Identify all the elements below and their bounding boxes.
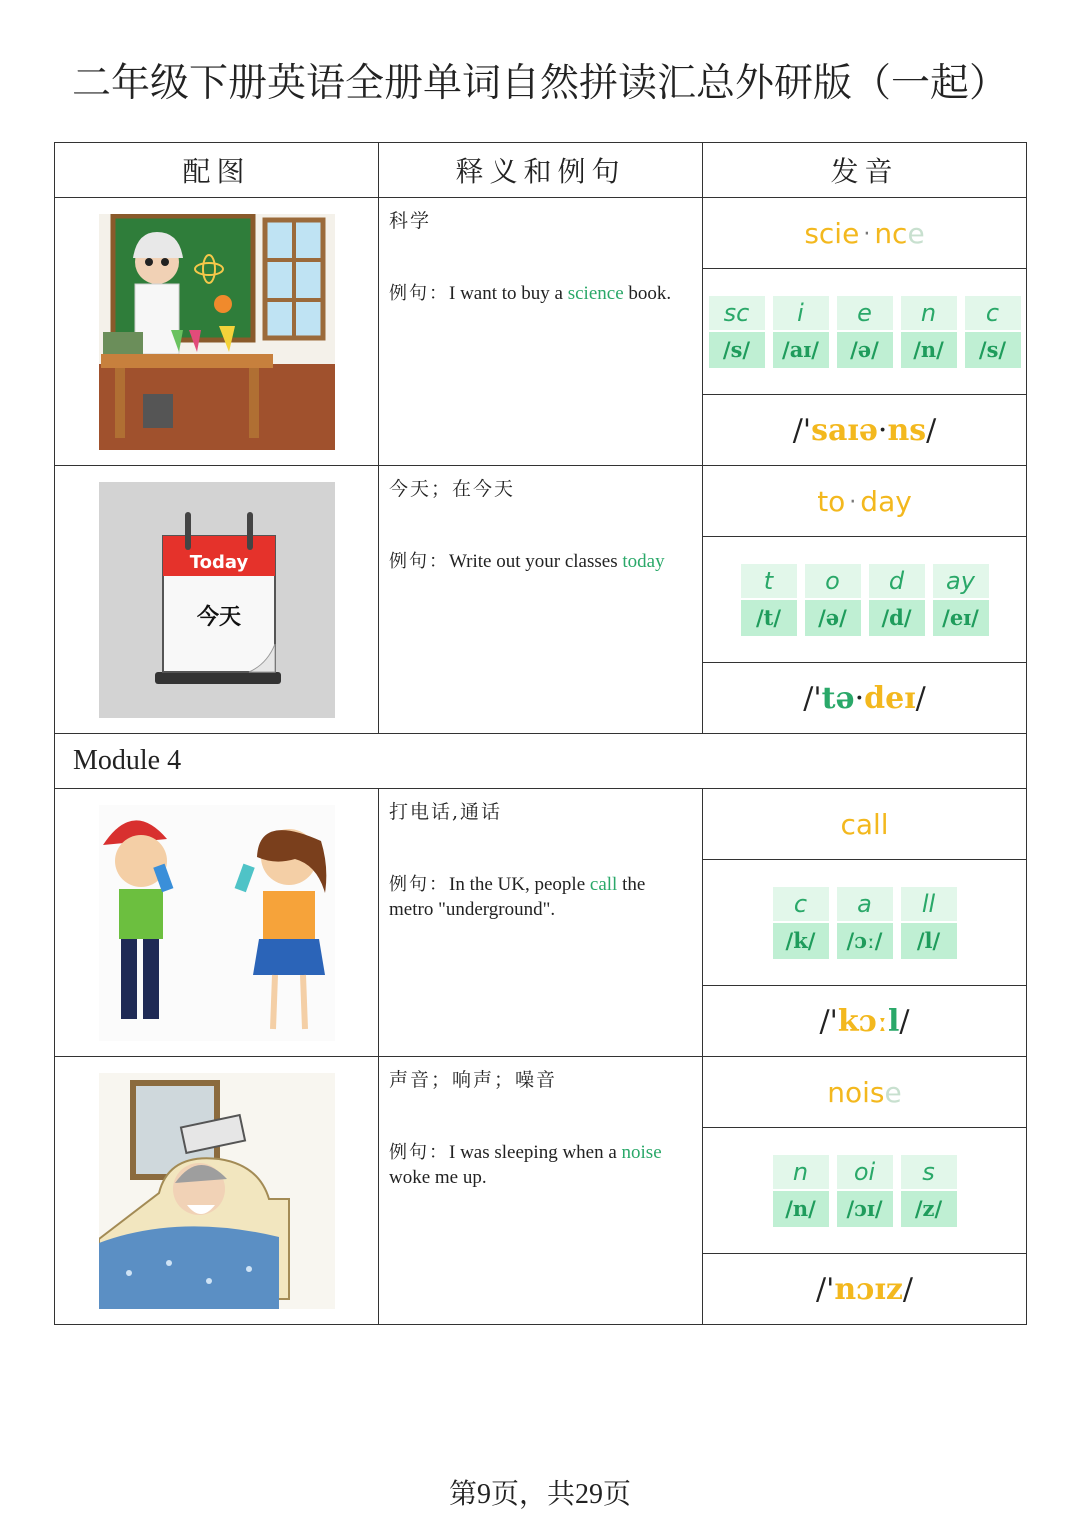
meaning-cell (379, 198, 703, 466)
phonics-tile (901, 1155, 957, 1227)
phoneme: /k/ (773, 923, 829, 959)
phonics-tile (965, 296, 1021, 368)
syllable-part: ll (873, 807, 889, 841)
header-picture: 配图 (55, 143, 379, 198)
example-before: In the UK, people (449, 874, 590, 895)
noise-illustration (99, 1073, 335, 1309)
syllable-silent: e (907, 216, 925, 250)
syllable-part: ca (840, 807, 873, 841)
grapheme: d (869, 564, 925, 598)
phonics-tiles (703, 887, 1026, 959)
page-title: 二年级下册英语全册单词自然拼读汇总外研版（一起） (71, 61, 1008, 106)
ipa-close: / (902, 1271, 913, 1307)
phoneme: /s/ (709, 332, 765, 368)
grapheme: n (901, 296, 957, 330)
syllable-silent: e (884, 1075, 902, 1109)
ipa-open: /' (816, 1271, 835, 1307)
phoneme: /eɪ/ (933, 600, 989, 636)
grapheme: sc (709, 296, 765, 330)
phonics-tiles (703, 296, 1026, 368)
ipa-part: deɪ (864, 680, 916, 716)
grapheme: c (965, 296, 1021, 330)
ipa-part: nɔɪz (834, 1271, 903, 1307)
meaning-text: 声音；响声；噪音 (389, 1069, 558, 1091)
phonics-tile (837, 887, 893, 959)
ipa-open: /' (792, 412, 812, 448)
example-before: I want to buy a (449, 283, 568, 304)
phonics-tile (869, 564, 925, 636)
phonics-tiles (703, 1155, 1026, 1227)
syllable-part: nc (874, 216, 908, 250)
scientist-illustration (99, 214, 335, 450)
example-before: Write out your classes (449, 551, 623, 572)
grapheme: n (773, 1155, 829, 1189)
ipa-part: saɪə (811, 412, 878, 448)
example-after: the metro "underground". (389, 874, 646, 920)
example-prefix: 例句： (389, 874, 449, 895)
grapheme: o (805, 564, 861, 598)
example-keyword: science (567, 283, 624, 304)
word-row-call (55, 789, 1027, 860)
phonics-tile (837, 1155, 893, 1227)
phonics-tile (773, 296, 829, 368)
phoneme: /ɔː/ (837, 923, 893, 959)
phonics-tile (805, 564, 861, 636)
phonics-tile (709, 296, 765, 368)
header-pronunciation: 发音 (703, 143, 1027, 198)
example-sentence (389, 872, 692, 922)
ipa-transcription (803, 681, 925, 716)
ipa-open: /' (819, 1003, 838, 1039)
ipa-part: kɔː (837, 1003, 888, 1039)
grapheme: oi (837, 1155, 893, 1189)
phoneme: /s/ (965, 332, 1021, 368)
ipa-open: /' (803, 680, 822, 716)
phoneme: /d/ (869, 600, 925, 636)
syllable-cell (703, 1057, 1027, 1128)
meaning-text: 今天；在今天 (389, 478, 516, 500)
example-after: book. (623, 283, 672, 304)
meaning-text: 打电话,通话 (389, 801, 503, 823)
ipa-part: ns (887, 412, 927, 448)
grapheme: s (901, 1155, 957, 1189)
phonics-tile (901, 887, 957, 959)
syllable-part: day (860, 484, 912, 518)
grapheme: ll (901, 887, 957, 921)
phonics-tiles-cell (703, 269, 1027, 395)
vocabulary-table (54, 142, 1027, 1325)
picture-cell (55, 198, 379, 466)
phoneme: /ɔɪ/ (837, 1191, 893, 1227)
syllable-split (840, 808, 888, 841)
header-meaning: 释义和例句 (379, 143, 703, 198)
ipa-cell (703, 1254, 1027, 1325)
ipa-close: / (915, 680, 926, 716)
word-row-noise (55, 1057, 1027, 1128)
module-row (55, 734, 1027, 789)
ipa-cell (703, 986, 1027, 1057)
phoneme: /l/ (901, 923, 957, 959)
syllable-cell (703, 789, 1027, 860)
phonics-tiles (703, 564, 1026, 636)
ipa-cell (703, 663, 1027, 734)
phonics-tile (837, 296, 893, 368)
syllable-split (817, 485, 912, 518)
phonics-tile (773, 1155, 829, 1227)
ipa-part: tə (821, 680, 855, 716)
phone-call-illustration (99, 805, 335, 1041)
example-sentence (389, 549, 692, 574)
word-row-science (55, 198, 1027, 269)
grapheme: c (773, 887, 829, 921)
phonics-tile (933, 564, 989, 636)
grapheme: i (773, 296, 829, 330)
grapheme: t (741, 564, 797, 598)
syllable-part: nois (827, 1075, 885, 1109)
syllable-part: scie (804, 216, 860, 250)
example-keyword: noise (621, 1142, 662, 1163)
phonics-tiles-cell (703, 537, 1027, 663)
example-sentence (389, 1140, 692, 1190)
word-row-today (55, 466, 1027, 537)
grapheme: e (837, 296, 893, 330)
syllable-dot: · (849, 490, 857, 515)
ipa-sep: · (877, 412, 888, 448)
table-header-row (55, 143, 1027, 198)
ipa-sep: · (854, 680, 865, 716)
phonics-tile (741, 564, 797, 636)
meaning-text: 科学 (389, 210, 432, 232)
example-after: woke me up. (389, 1167, 487, 1188)
phoneme: /t/ (741, 600, 797, 636)
picture-cell (55, 1057, 379, 1325)
picture-cell (55, 466, 379, 734)
meaning-cell (379, 1057, 703, 1325)
ipa-close: / (899, 1003, 910, 1039)
module-label: Module 4 (55, 734, 1027, 789)
syllable-dot: · (863, 222, 871, 247)
ipa-transcription (819, 1004, 909, 1039)
meaning-cell (379, 789, 703, 1057)
example-keyword: call (589, 874, 618, 895)
ipa-cell (703, 395, 1027, 466)
phonics-tile (901, 296, 957, 368)
syllable-split (804, 217, 924, 250)
phoneme: /n/ (901, 332, 957, 368)
phonics-tiles-cell (703, 860, 1027, 986)
phoneme: /n/ (773, 1191, 829, 1227)
grapheme: a (837, 887, 893, 921)
syllable-split (827, 1076, 901, 1109)
grapheme: ay (933, 564, 989, 598)
ipa-part: l (887, 1003, 900, 1039)
ipa-transcription (816, 1272, 913, 1307)
calendar-illustration (99, 482, 335, 718)
example-keyword: today (622, 551, 665, 572)
ipa-close: / (926, 412, 937, 448)
syllable-cell (703, 466, 1027, 537)
example-prefix: 例句： (389, 1142, 449, 1163)
calendar-en-text: Today (189, 551, 248, 573)
phoneme: /aɪ/ (773, 332, 829, 368)
meaning-cell (379, 466, 703, 734)
example-prefix: 例句： (389, 283, 449, 304)
example-before: I was sleeping when a (449, 1142, 622, 1163)
phoneme: /ə/ (805, 600, 861, 636)
phoneme: /z/ (901, 1191, 957, 1227)
phoneme: /ə/ (837, 332, 893, 368)
syllable-cell (703, 198, 1027, 269)
calendar-cn-text: 今天 (196, 604, 241, 630)
ipa-transcription (793, 413, 937, 448)
example-sentence (389, 281, 692, 306)
page-number: 第9页，共29页 (448, 1479, 631, 1510)
example-prefix: 例句： (389, 551, 449, 572)
picture-cell (55, 789, 379, 1057)
syllable-part: to (817, 484, 846, 518)
phonics-tiles-cell (703, 1128, 1027, 1254)
phonics-tile (773, 887, 829, 959)
